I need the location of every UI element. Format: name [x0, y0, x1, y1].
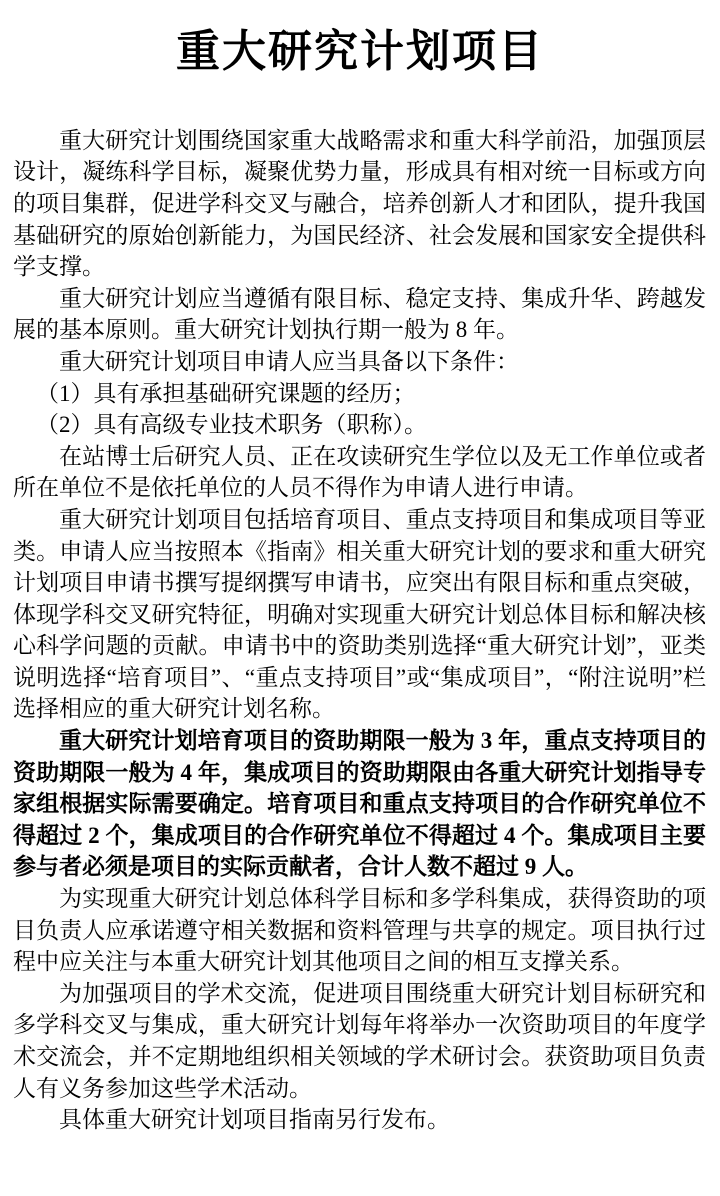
document-body [13, 125, 706, 1136]
paragraph: 重大研究计划应当遵循有限目标、稳定支持、集成升华、跨越发展的基本原则。重大研究计划执行期一般为 8 年。 [13, 285, 706, 343]
document-title: 重大研究计划项目 [176, 27, 544, 76]
paragraph: 重大研究计划培育项目的资助期限一般为 3 年，重点支持项目的资助期限一般为 4 年，集成项目的资助期限由各重大研究计划指导专家组根据实际需要确定。培育项目和重点支持项目的合作研究单位不得超过 2 个，集成项目的合作研究单位不得超过 4 个。集成项目主要参与者必须是项目的实际贡献者，合计人数不超过 9 人。 [13, 728, 706, 880]
paragraph: 在站博士后研究人员、正在攻读研究生学位以及无工作单位或者所在单位不是依托单位的人员不得作为申请人进行申请。 [13, 443, 706, 501]
paragraph: 重大研究计划围绕国家重大战略需求和重大科学前沿，加强顶层设计，凝练科学目标，凝聚优势力量，形成具有相对统一目标或方向的项目集群，促进学科交叉与融合，培养创新人才和团队，提升我国基础研究的原始创新能力，为国民经济、社会发展和国家安全提供科学支撑。 [13, 127, 706, 280]
paragraph: 重大研究计划项目申请人应当具备以下条件： [59, 348, 519, 374]
document-page [0, 26, 720, 1196]
paragraph: （2）具有高级专业技术职务（职称）。 [36, 412, 427, 438]
paragraph: 为实现重大研究计划总体科学目标和多学科集成，获得资助的项目负责人应承诺遵守相关数据和资料管理与共享的规定。项目执行过程中应关注与本重大研究计划其他项目之间的相互支撑关系。 [13, 886, 706, 975]
paragraph: （1）具有承担基础研究课题的经历； [36, 380, 416, 406]
paragraph: 为加强项目的学术交流，促进项目围绕重大研究计划目标研究和多学科交叉与集成，重大研究计划每年将举办一次资助项目的年度学术交流会，并不定期地组织相关领域的学术研讨会。获资助项目负责人有义务参加这些学术活动。 [13, 980, 706, 1101]
paragraph: 具体重大研究计划项目指南另行发布。 [59, 1107, 450, 1133]
paragraph: 重大研究计划项目包括培育项目、重点支持项目和集成项目等亚类。申请人应当按照本《指南》相关重大研究计划的要求和重大研究计划项目申请书撰写提纲撰写申请书，应突出有限目标和重点突破，体现学科交叉研究特征，明确对实现重大研究计划总体目标和解决核心科学问题的贡献。申请书中的资助类别选择“重大研究计划”，亚类说明选择“培育项目”、“重点支持项目”或“集成项目”，“附注说明”栏选择相应的重大研究计划名称。 [13, 506, 706, 722]
